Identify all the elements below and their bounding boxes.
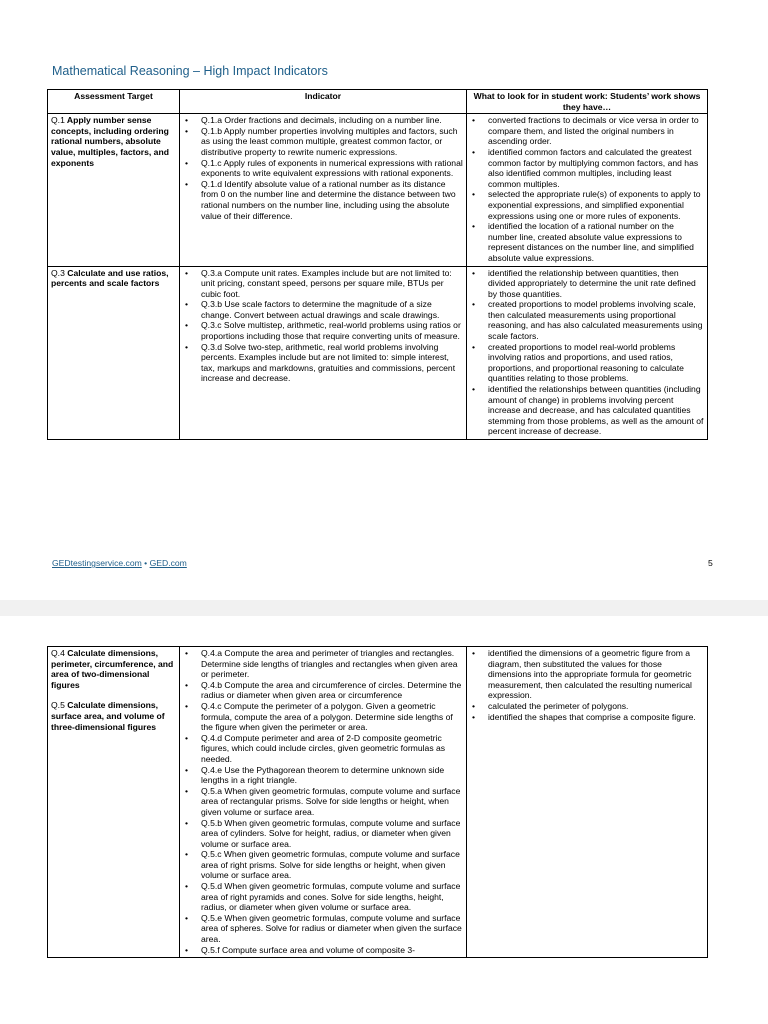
- indicator-item: • Q.4.c Compute the perimeter of a polygon. Given a geometric formula, compute the area of a polygon. Determine side lengths of the figure when given the perimeter or area.: [183, 701, 463, 733]
- indicator-cell: [180, 266, 467, 440]
- indicator-item: • Q.4.a Compute the area and perimeter of triangles and rectangles. Determine side lengths of triangles and rectangles when given area or perimeter.: [183, 648, 463, 680]
- footer-separator: •: [141, 558, 150, 568]
- indicator-item: • Q.3.b Use scale factors to determine the magnitude of a size change. Convert between actual drawings and scale drawings.: [183, 299, 463, 320]
- table-header-row: [48, 90, 708, 114]
- target-code: Q.5: [51, 700, 65, 711]
- indicator-item: • Q.3.c Solve multistep, arithmetic, real-world problems using ratios or proportions including those that require converting units of measure.: [183, 320, 463, 341]
- gedtestingservice-link[interactable]: GEDtestingservice.com: [52, 558, 142, 568]
- indicator-item: • Q.5.c When given geometric formulas, compute volume and surface area of right prisms. Solve for side lengths or height, when given volume or surface area.: [183, 849, 463, 881]
- indicator-cell: [180, 647, 467, 958]
- indicator-item: • Q.4.e Use the Pythagorean theorem to determine unknown side lengths in a right triangle.: [183, 765, 463, 786]
- table-row: [48, 266, 708, 440]
- indicator-item: • Q.1.d Identify absolute value of a rational number as its distance from 0 on the number line and determine the distance between two rational numbers on the number line, including using the absolute value of their difference.: [183, 179, 463, 221]
- indicator-item: • Q.1.c Apply rules of exponents in numerical expressions with rational exponents to write equivalent expressions with rational exponents.: [183, 158, 463, 179]
- indicator-item: • Q.3.d Solve two-step, arithmetic, real world problems involving percents. Examples include but are not limited to: simple interest, tax, markups and markdowns, gratuities and commissions, percent increase and decrease.: [183, 342, 463, 384]
- target-text: Calculate and use ratios, percents and scale factors: [51, 267, 169, 289]
- indicator-item: • Q.5.d When given geometric formulas, compute volume and surface area of right pyramids and cones. Solve for side lengths, height, radius, or diameter when given volume or surface area.: [183, 881, 463, 913]
- indicator-item: • Q.5.f Compute surface area and volume of composite 3-: [183, 945, 463, 956]
- indicator-item: • Q.5.a When given geometric formulas, compute volume and surface area of rectangular prisms. Solve for side lengths or height, when given volume or surface area.: [183, 786, 463, 818]
- indicator-item: • Q.1.a Order fractions and decimals, including on a number line.: [183, 115, 463, 126]
- evidence-item: • identified the relationship between quantities, then divided appropriately to determine the unit rate defined by those quantities.: [470, 268, 704, 300]
- header-assessment-target: Assessment Target: [48, 90, 180, 114]
- evidence-item: • identified the relationships between quantities (including amount of change) in problems involving percent increase and decrease, and has calculated quantities stemming from those problems, as well as the amount of percent increase of decrease.: [470, 384, 704, 437]
- table-row: [48, 647, 708, 958]
- target-text: Calculate dimensions, surface area, and volume of three-dimensional figures: [51, 700, 165, 732]
- evidence-item: • selected the appropriate rule(s) of exponents to apply to exponential expressions, and simplified exponential expressions using one or more rules of exponents.: [470, 189, 704, 221]
- evidence-item: • identified the location of a rational number on the number line, created absolute value expressions to represent distances on the number line, and simplified absolute value expressions.: [470, 221, 704, 263]
- evidence-cell: [467, 266, 708, 440]
- evidence-item: • converted fractions to decimals or vice versa in order to compare them, and listed the original numbers in ascending order.: [470, 115, 704, 147]
- indicator-item: • Q.5.b When given geometric formulas, compute volume and surface area of cylinders. Solve for height, radius, or diameter when given volume or surface area.: [183, 818, 463, 850]
- evidence-cell: [467, 114, 708, 266]
- target-text: Apply number sense concepts, including ordering rational numbers, absolute value, multiples, factors, and exponents: [51, 115, 169, 168]
- indicator-cell: [180, 114, 467, 266]
- evidence-item: • created proportions to model problems involving scale, then calculated measurements using proportional reasoning, and has also calculated measurements using scale factors.: [470, 299, 704, 341]
- ged-link[interactable]: GED.com: [149, 558, 187, 568]
- target-code: Q.1: [51, 115, 65, 126]
- target-code: Q.3: [51, 267, 65, 278]
- assessment-target-cell: [48, 647, 180, 958]
- indicator-item: • Q.1.b Apply number properties involving multiples and factors, such as using the least common multiple, greatest common factor, or distributive property to rewrite numeric expressions.: [183, 126, 463, 158]
- assessment-target-cell: [48, 266, 180, 440]
- evidence-item: • created proportions to model real-world problems involving ratios and proportions, and used ratios, proportions, and proportional reasoning to calculate quantities relating to those problems.: [470, 342, 704, 384]
- table-row: [48, 114, 708, 266]
- evidence-item: • calculated the perimeter of polygons.: [470, 701, 704, 712]
- header-what-to-look-for: What to look for in student work: Students’ work shows they have…: [467, 90, 708, 114]
- indicator-item: • Q.4.b Compute the area and circumference of circles. Determine the radius or diameter when given area or circumference: [183, 680, 463, 701]
- indicator-item: • Q.5.e When given geometric formulas, compute volume and surface area of spheres. Solve for radius or diameter when given the surface area.: [183, 913, 463, 945]
- target-text: Calculate dimensions, perimeter, circumference, and area of two-dimensional figures: [51, 648, 174, 690]
- indicator-item: • Q.4.d Compute perimeter and area of 2-D composite geometric figures, which could include circles, given geometric formulas as needed.: [183, 733, 463, 765]
- evidence-item: • identified common factors and calculated the greatest common factor by multiplying common factors, and has also identified common multiples, including least common multiples.: [470, 147, 704, 189]
- header-indicator: Indicator: [180, 90, 467, 114]
- evidence-item: • identified the dimensions of a geometric figure from a diagram, then substituted the values for those dimensions into the appropriate formula for geometric measurement, then calculated the resulting numerical expression.: [470, 648, 704, 701]
- document-page-6: [0, 616, 768, 1024]
- evidence-item: • identified the shapes that comprise a composite figure.: [470, 712, 704, 723]
- indicators-table-continued: [47, 646, 708, 958]
- target-code: Q.4: [51, 648, 65, 658]
- indicators-table: [47, 89, 708, 440]
- indicator-item: • Q.3.a Compute unit rates. Examples include but are not limited to: unit pricing, constant speed, persons per square mile, BTUs per cubic foot.: [183, 268, 463, 300]
- footer-links: [52, 558, 187, 568]
- assessment-target-cell: [48, 114, 180, 266]
- page-title: Mathematical Reasoning – High Impact Indicators: [52, 64, 328, 78]
- page-number: 5: [708, 558, 713, 568]
- evidence-cell: [467, 647, 708, 958]
